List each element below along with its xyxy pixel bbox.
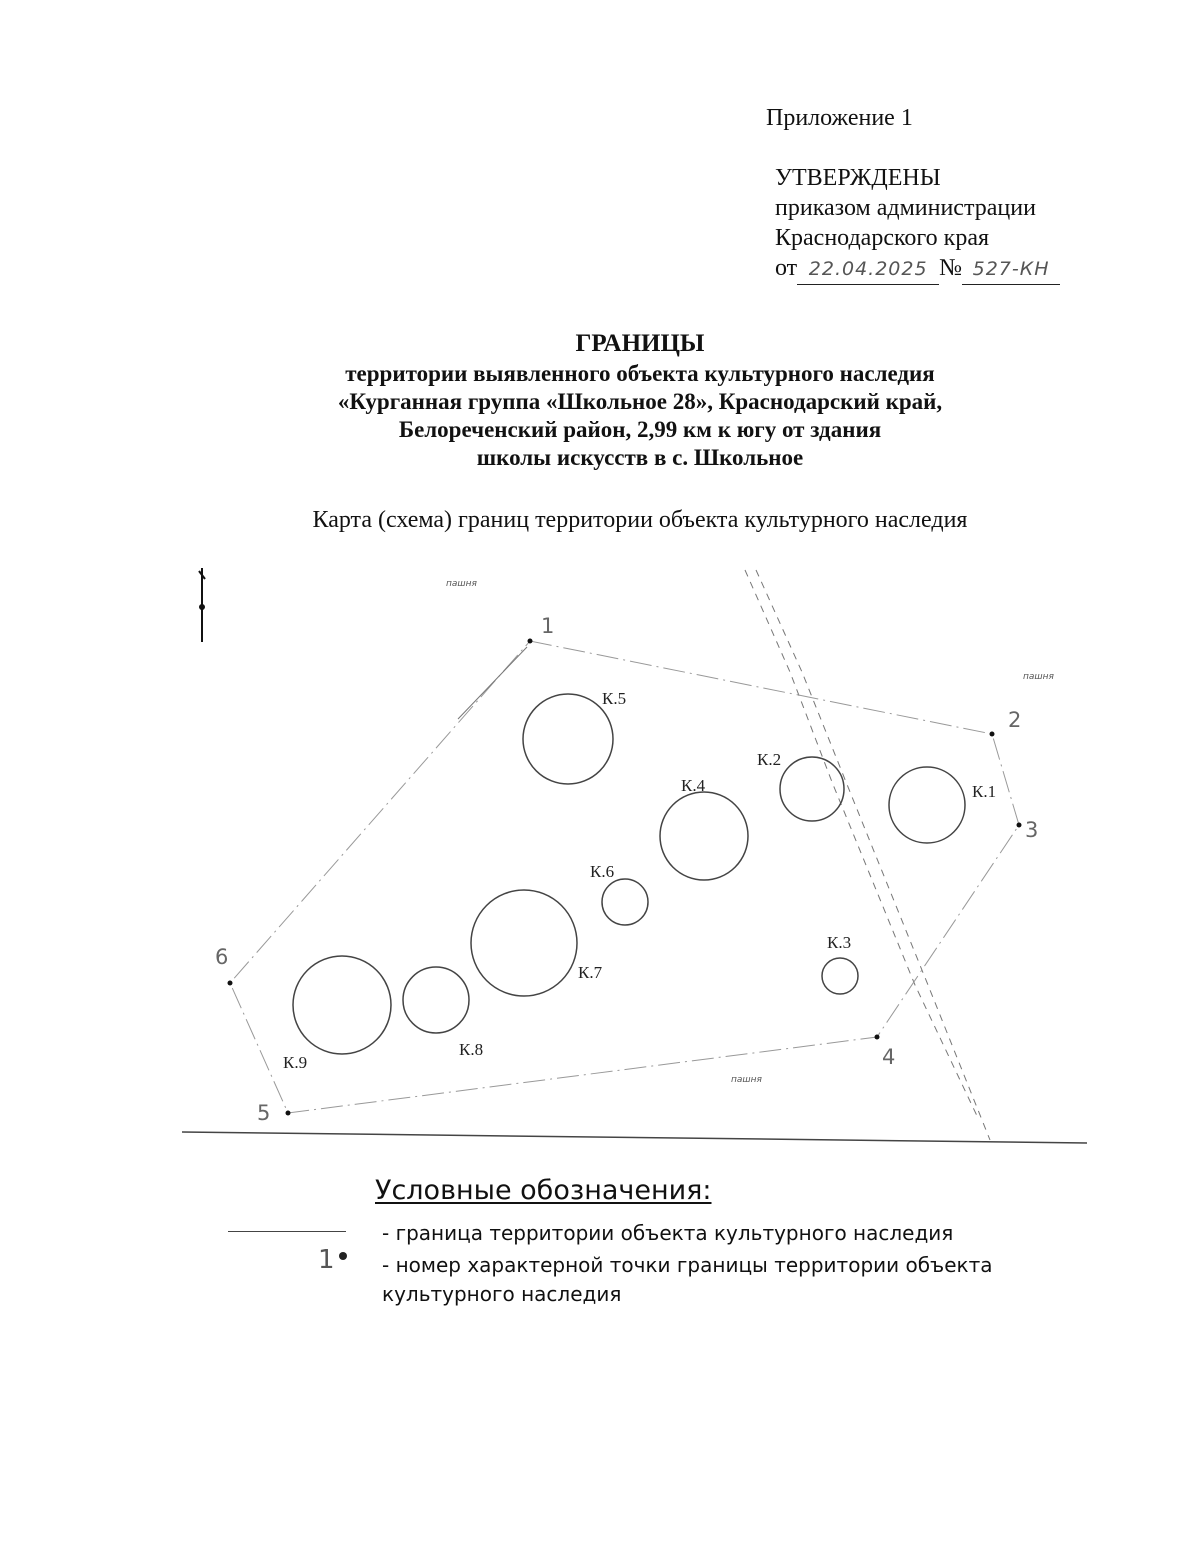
- legend-boundary-text: - граница территории объекта культурного наследия: [382, 1221, 954, 1245]
- mounds: [293, 694, 965, 1054]
- map-subtitle: Карта (схема) границ территории объекта культурного наследия: [312, 507, 968, 533]
- point-numbers: [215, 614, 1038, 1125]
- field-label: пашня: [1023, 672, 1054, 682]
- point-label: 4: [882, 1045, 896, 1069]
- title-heading: ГРАНИЦЫ: [575, 330, 705, 357]
- point-marker: [1017, 823, 1022, 828]
- mound-circle: [403, 967, 469, 1033]
- boundary-points: [228, 639, 1022, 1116]
- legend-title: Условные обозначения:: [375, 1175, 712, 1206]
- order-line-1: приказом администрации: [775, 195, 1036, 221]
- point-label: 2: [1008, 708, 1022, 732]
- mound-circle: [602, 879, 648, 925]
- order-line-2: Краснодарского края: [775, 225, 990, 251]
- point-label: 5: [257, 1101, 271, 1125]
- date-prefix: от: [775, 255, 798, 281]
- point-marker: [528, 639, 533, 644]
- mound-circle: [660, 792, 748, 880]
- mound-circle: [471, 890, 577, 996]
- order-number: 527-КН: [962, 254, 1060, 285]
- legend-point-dot: [339, 1252, 347, 1260]
- point-label: 3: [1025, 818, 1039, 842]
- order-date: 22.04.2025: [797, 254, 939, 285]
- point-marker: [990, 732, 995, 737]
- point-label: 6: [215, 945, 229, 969]
- point-label: 1: [541, 614, 555, 638]
- mound-circle: [523, 694, 613, 784]
- mound-label: К.1: [972, 782, 997, 801]
- north-arrow-icon: [199, 568, 205, 642]
- appendix-label: Приложение 1: [766, 105, 913, 131]
- legend-point-text: - номер характерной точки границы территории объекта культурного наследия: [382, 1253, 993, 1306]
- mound-label: К.5: [602, 689, 627, 708]
- road-dashed-lines: [745, 570, 990, 1140]
- title-line-3: Белореченский район, 2,99 км к югу от здания: [398, 417, 882, 442]
- boundary-segment: [458, 647, 527, 719]
- point-marker: [286, 1111, 291, 1116]
- point-marker: [228, 981, 233, 986]
- point-marker: [875, 1035, 880, 1040]
- mound-label: К.8: [459, 1040, 484, 1059]
- mound-label: К.7: [578, 963, 603, 982]
- title-line-1: территории выявленного объекта культурного наследия: [345, 361, 935, 386]
- map-bottom-line: [182, 1132, 1087, 1143]
- field-label: пашня: [446, 579, 477, 589]
- title-line-4: школы искусств в с. Школьное: [476, 445, 804, 470]
- boundary-polygon: [230, 641, 1022, 1113]
- title-line-2: «Курганная группа «Школьное 28», Краснодарский край,: [337, 389, 943, 414]
- mound-circle: [293, 956, 391, 1054]
- mound-label: К.9: [283, 1053, 308, 1072]
- legend-point-number: 1: [318, 1245, 335, 1275]
- number-prefix: №: [939, 255, 963, 281]
- mound-label: К.3: [827, 933, 852, 952]
- legend-boundary-line: [228, 1231, 346, 1232]
- field-label: пашня: [731, 1075, 762, 1085]
- mound-circle: [889, 767, 965, 843]
- mound-label: К.2: [757, 750, 782, 769]
- mound-circle: [822, 958, 858, 994]
- approved-label: УТВЕРЖДЕНЫ: [775, 165, 941, 191]
- mound-label: К.6: [590, 862, 615, 881]
- mound-label: К.4: [681, 776, 706, 795]
